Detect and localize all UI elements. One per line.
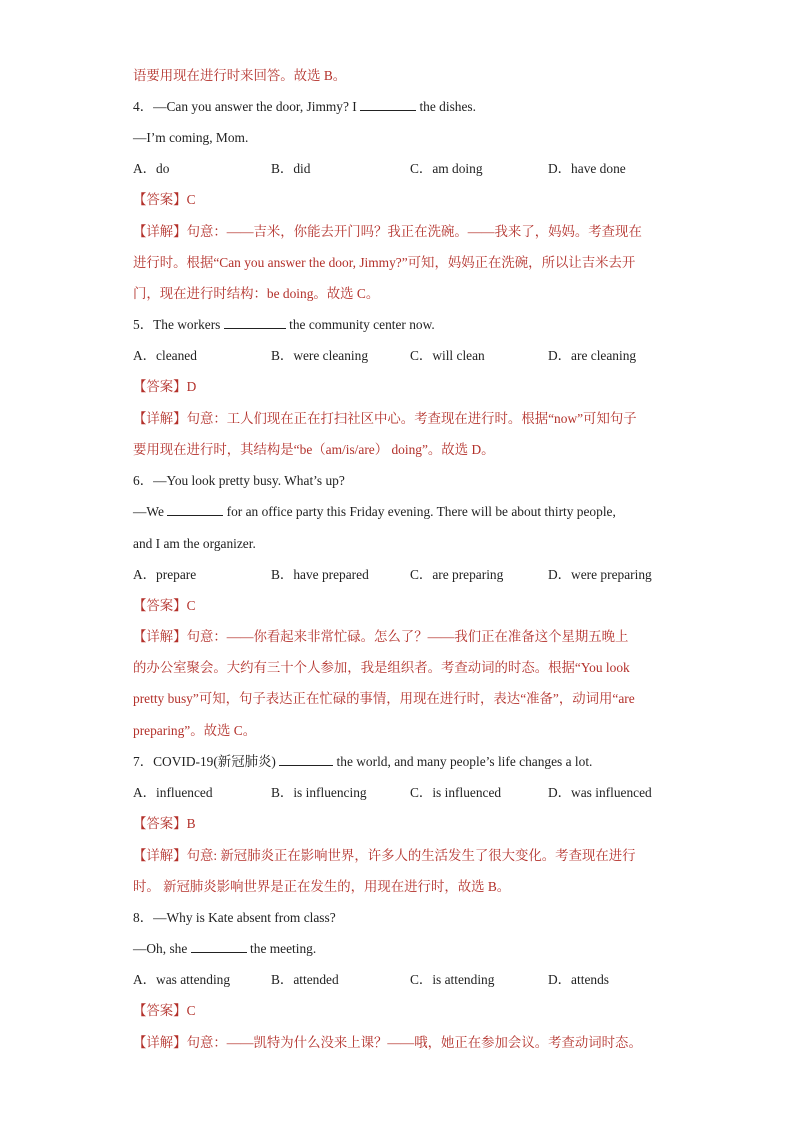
question-number: 5． [133, 317, 154, 332]
question-6-stem: 6．—You look pretty busy. What’s up? [133, 473, 345, 488]
answer-blank [279, 753, 333, 766]
detail-line: 【详解】句意：——吉米，你能去开门吗？我正在洗碗。——我来了，妈妈。考查现在 [133, 224, 642, 239]
option-c: C．will clean [410, 348, 485, 363]
question-number: 8． [133, 910, 154, 925]
question-7-stem: 7．COVID-19(新冠肺炎) the world, and many people’s life changes a lot. [133, 754, 593, 769]
option-c: C．am doing [410, 161, 483, 176]
option-a: A．prepare [133, 567, 197, 582]
question-number: 7． [133, 754, 154, 769]
option-a: A．was attending [133, 972, 231, 987]
answer-line: 【答案】C [133, 598, 196, 613]
question-6-reply: —We for an office party this Friday evening. There will be about thirty people, [133, 504, 616, 519]
option-c: C．is influenced [410, 785, 502, 800]
answer-line: 【答案】C [133, 192, 196, 207]
detail-line: 的办公室聚会。大约有三十个人参加，我是组织者。考查动词的时态。根据“You look [133, 660, 630, 675]
detail-line: pretty busy”可知，句子表达正在忙碌的事情，用现在进行时，表达“准备”，动词用“are [133, 691, 635, 706]
option-b: B．did [271, 161, 311, 176]
option-b: B．is influencing [271, 785, 367, 800]
answer-blank [360, 98, 416, 111]
detail-line: preparing”。故选 C。 [133, 723, 257, 738]
detail-line: 【详解】句意: 新冠肺炎正在影响世界，许多人的生活发生了很大变化。考查现在进行 [133, 848, 636, 863]
detail-line: 进行时。根据“Can you answer the door, Jimmy?”可知，妈妈正在洗碗，所以让吉米去开 [133, 255, 636, 270]
question-number: 6． [133, 473, 154, 488]
option-a: A．do [133, 161, 170, 176]
answer-line: 【答案】B [133, 816, 196, 831]
option-c: C．are preparing [410, 567, 504, 582]
answer-blank [224, 316, 286, 329]
option-a: A．influenced [133, 785, 213, 800]
option-d: D．are cleaning [548, 348, 637, 363]
answer-blank [191, 940, 247, 953]
detail-line: 【详解】句意：工人们现在正在打扫社区中心。考查现在进行时。根据“now”可知句子 [133, 411, 637, 426]
question-4-reply: —I’m coming, Mom. [133, 130, 249, 145]
continued-explanation: 语要用现在进行时来回答。故选 B。 [133, 68, 347, 83]
detail-line: 【详解】句意：——你看起来非常忙碌。怎么了？——我们正在准备这个星期五晚上 [133, 629, 629, 644]
answer-blank [167, 503, 223, 516]
option-d: D．have done [548, 161, 626, 176]
option-d: D．attends [548, 972, 609, 987]
question-4-stem: 4．—Can you answer the door, Jimmy? I the dishes. [133, 99, 476, 114]
question-number: 4． [133, 99, 154, 114]
question-5-stem: 5．The workers the community center now. [133, 317, 435, 332]
question-8-stem: 8．—Why is Kate absent from class? [133, 910, 336, 925]
option-d: D．were preparing [548, 567, 652, 582]
detail-line: 门，现在进行时结构：be doing。故选 C。 [133, 286, 380, 301]
option-b: B．have prepared [271, 567, 369, 582]
answer-line: 【答案】D [133, 379, 197, 394]
option-d: D．was influenced [548, 785, 652, 800]
detail-line: 【详解】句意：——凯特为什么没来上课？——哦，她正在参加会议。考查动词时态。 [133, 1035, 642, 1050]
answer-line: 【答案】C [133, 1003, 196, 1018]
detail-line: 要用现在进行时，其结构是“be（am/is/are） doing”。故选 D。 [133, 442, 495, 457]
option-b: B．attended [271, 972, 339, 987]
question-8-reply: —Oh, she the meeting. [133, 941, 317, 956]
question-6-reply-cont: and I am the organizer. [133, 536, 256, 551]
option-a: A．cleaned [133, 348, 197, 363]
option-b: B．were cleaning [271, 348, 369, 363]
detail-line: 时。 新冠肺炎影响世界是正在发生的，用现在进行时，故选 B。 [133, 879, 511, 894]
option-c: C．is attending [410, 972, 495, 987]
